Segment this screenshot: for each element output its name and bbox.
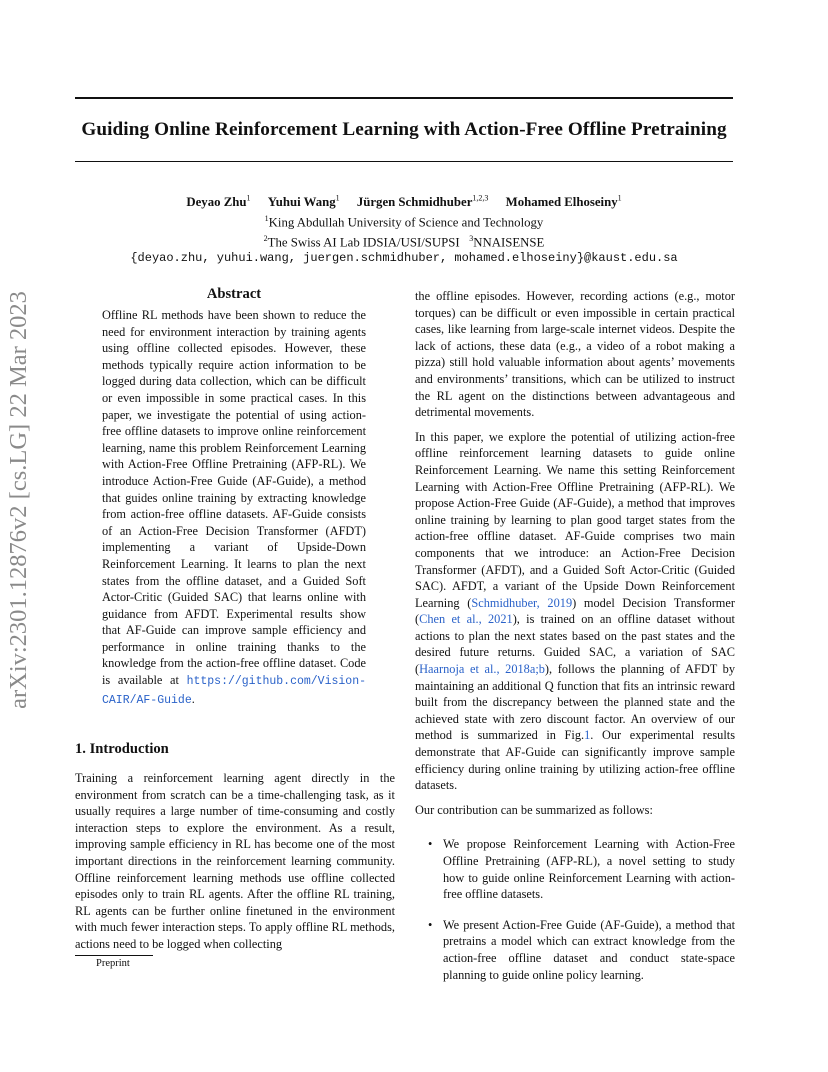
author-names [75,191,733,211]
introduction-heading: 1. Introduction [75,741,169,757]
title-bottom-rule [75,161,733,162]
bullet-icon: • [428,917,433,932]
bullet-icon: • [428,837,433,852]
author: Mohamed Elhoseiny$^1$ [505,194,622,210]
paragraph: the offline episodes. However, recording actions (e.g., motor torques) can be difficult or even impossible in certain practical cases, like learning from large-scale internet videos. Despite the lack of actions, these data (e.g., a video of a robot making a pizza) still hold valuable information about agents’ movements and environments’ transitions, which can be utilized to instruct the RL agent on the distinctions between advantageous and detrimental movements. [415,289,735,420]
figure-link[interactable]: 1 [584,728,591,743]
arxiv-identifier: arXiv:2301.12876v2 [cs.LG] 22 Mar 2023 [5,291,32,709]
title-top-rule [75,97,733,99]
right-column [415,288,735,997]
abstract-heading: Abstract [206,286,262,302]
author: Jürgen Schmidhuber$^{1,2,3}$ [356,194,489,210]
affiliation-2-3: $^2$The Swiss AI Lab IDSIA/USI/SUPSI $^3$NNAISENSE [263,233,545,249]
author: Yuhui Wang$^1$ [267,194,340,210]
citation-link[interactable]: Haarnoja et al., 2018a;b [419,662,545,677]
citation-link[interactable]: Chen et al., 2021 [419,612,513,627]
author: Deyao Zhu$^1$ [186,194,251,210]
abstract-text: Offline RL methods have been shown to reduce the need for environment interaction by training agents using offline collected episodes. However, these methods typically require action information to be logged during data collection, which can be difficult or even impossible in some practical cases. In this paper, we investigate the potential of using action-free offline datasets to improve online reinforcement learning, name this problem Reinforcement Learning with Action-Free Offline Pretraining (AFP-RL). We introduce Action-Free Guide (AF-Guide), a method that guides online training by extracting knowledge from action-free offline datasets. AF-Guide consists of an Action-Free Decision Transformer (AFDT) implementing a variant of Upside-Down Reinforcement Learning. It learns to plan the next states from the offline dataset, and a Guided Soft Actor-Critic (Guided SAC) that learns online with guidance from AFDT. Experimental results show that AF-Guide can improve sample efficiency and performance in online training thanks to the knowledge from the action-free offline dataset. Code is available at https://github.com/Vision-CAIR/AF-Guide. [102,308,366,707]
paragraph: In this paper, we explore the potential of utilizing action-free offline reinforcement learning datasets to guide online Reinforcement Learning. We name this setting Reinforcement Learning with Action-Free Offline Pretraining (AFP-RL). We propose Action-Free Guide (AF-Guide), a method that improves online training by learning to plan good target states from the action-free offline dataset. AF-Guide comprises two main components that we introduce: an Action-Free Decision Transformer (AFDT), and a Guided Soft Actor-Critic (Guided SAC). AFDT, a variant of the Upside Down Reinforcement Learning (Schmidhuber, 2019) model Decision Transformer (Chen et al., 2021), is trained on an offline dataset without actions to plan the next states based on the past states and the desired future returns. Guided SAC, a variation of SAC (Haarnoja et al., 2018a;b), follows the planning of AFDT by maintaining an additional Q function that fits an intrinsic reward built from the discrepancy between the planned state and the achieved state with zero discount factor. An overview of our method is summarized in Fig.1. Our experimental results demonstrate that AF-Guide can significantly improve sample efficiency during online training by utilizing action-free offline datasets. [415,429,735,793]
footnote-rule [75,955,153,956]
author-block [75,191,733,267]
footnote: Preprint [96,958,130,969]
list-item: • We present Action-Free Guide (AF-Guide), a method that pretrains a model which can extract knowledge from the action-free offline dataset and conduct state-space planning to guide online policy learning. [428,917,735,982]
author-emails: {deyao.zhu, yuhui.wang, juergen.schmidhuber, mohamed.elhoseiny}@kaust.edu.sa [130,251,678,266]
contribution-list [415,836,735,983]
affiliation-1: $^1$King Abdullah University of Science and Technology [264,213,544,230]
paper-title: Guiding Online Reinforcement Learning with Action-Free Offline Pretraining [81,119,727,140]
citation-link[interactable]: Schmidhuber, 2019 [471,595,573,610]
introduction-paragraph: Training a reinforcement learning agent directly in the environment from scratch can be a time-challenging task, as it usually requires a large number of time-consuming and costly interaction steps to explore the environment. As a result, improving sample efficiency in RL has become one of the most important directions in the reinforcement learning community. Offline reinforcement learning methods use offline collected episodes only to train RL agents. After the offline RL training, RL agents can be further online finetuned in the environment with much fewer interaction steps. To apply offline RL methods, actions need to be logged when collecting [75,771,395,951]
code-link[interactable]: https://github.com/Vision-CAIR/AF-Guide [102,675,366,707]
paragraph: Our contribution can be summarized as follows: [415,802,653,817]
list-item: • We propose Reinforcement Learning with Action-Free Offline Pretraining (AFP-RL), a novel setting to study how to guide online Reinforcement Learning with action-free offline datasets. [428,837,735,902]
